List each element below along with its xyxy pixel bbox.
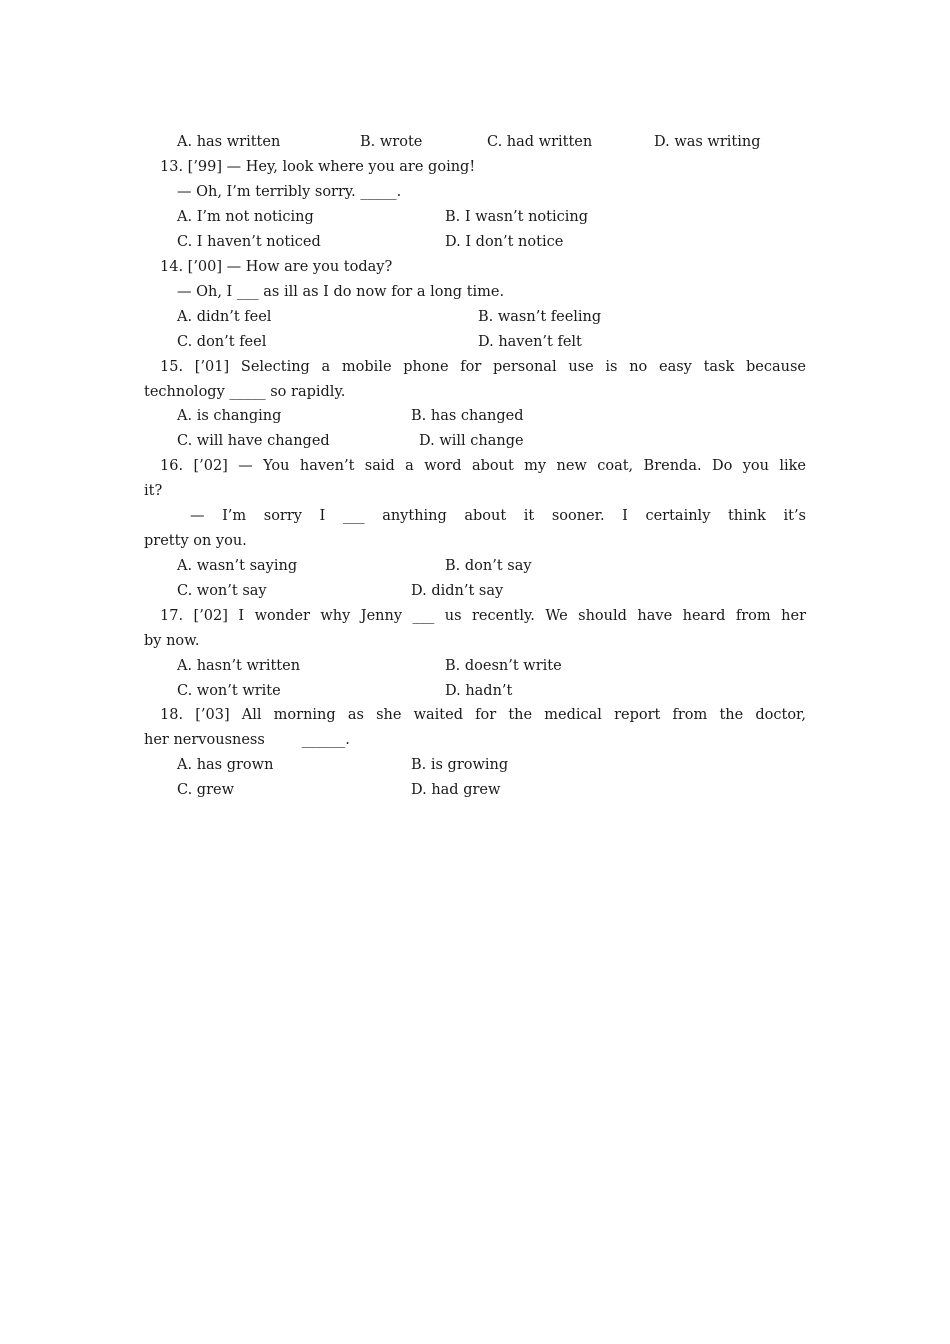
q14-option-d: D. haven’t felt [478, 334, 582, 350]
q14-stem: 14. [’00] — How are you today? [160, 259, 393, 275]
q13-stem: 13. [’99] — Hey, look where you are going! [160, 159, 476, 175]
q16-reply-line-2: pretty on you. [144, 533, 247, 549]
q15-stem-line-2: technology _____ so rapidly. [144, 384, 346, 400]
q18-option-d: D. had grew [411, 782, 501, 798]
q18-option-c: C. grew [177, 782, 235, 798]
q12-option-a: A. has written [177, 134, 281, 150]
q16-reply-line-1: — I’m sorry I ___ anything about it sooner. I certainly think it’s [190, 508, 806, 524]
q16-option-a: A. wasn’t saying [177, 558, 298, 574]
q15-option-a: A. is changing [177, 408, 282, 424]
q12-option-d: D. was writing [654, 134, 761, 150]
q16-stem-line-2: it? [144, 483, 163, 499]
q12-option-c: C. had written [487, 134, 593, 150]
q16-option-d: D. didn’t say [411, 583, 504, 599]
q15-stem-line-1: 15. [’01] Selecting a mobile phone for personal use is no easy task because [160, 359, 806, 375]
q14-reply: — Oh, I ___ as ill as I do now for a long time. [177, 284, 505, 300]
q16-stem-line-1: 16. [’02] — You haven’t said a word about my new coat, Brenda. Do you like [160, 458, 806, 474]
q17-option-d: D. hadn’t [445, 683, 513, 699]
q18-option-b: B. is growing [411, 757, 509, 773]
q16-option-c: C. won’t say [177, 583, 267, 599]
q14-option-b: B. wasn’t feeling [478, 309, 602, 325]
q17-stem-line-1: 17. [’02] I wonder why Jenny ___ us recently. We should have heard from her [160, 608, 806, 624]
q13-reply: — Oh, I’m terribly sorry. _____. [177, 184, 402, 200]
q17-stem-line-2: by now. [144, 633, 200, 649]
q17-option-c: C. won’t write [177, 683, 281, 699]
q18-stem-line-2: her nervousness ______. [144, 732, 350, 748]
q15-option-c: C. will have changed [177, 433, 330, 449]
q13-option-d: D. I don’t notice [445, 234, 564, 250]
q17-option-b: B. doesn’t write [445, 658, 562, 674]
q18-stem-line-1: 18. [’03] All morning as she waited for the medical report from the doctor, [160, 707, 806, 723]
q18-option-a: A. has grown [177, 757, 274, 773]
q16-option-b: B. don’t say [445, 558, 532, 574]
q17-option-a: A. hasn’t written [177, 658, 301, 674]
q15-option-b: B. has changed [411, 408, 524, 424]
q14-option-a: A. didn’t feel [177, 309, 272, 325]
q15-option-d: D. will change [419, 433, 524, 449]
q13-option-a: A. I’m not noticing [177, 209, 314, 225]
q12-option-b: B. wrote [360, 134, 423, 150]
q14-option-c: C. don’t feel [177, 334, 267, 350]
q13-option-b: B. I wasn’t noticing [445, 209, 589, 225]
q13-option-c: C. I haven’t noticed [177, 234, 321, 250]
